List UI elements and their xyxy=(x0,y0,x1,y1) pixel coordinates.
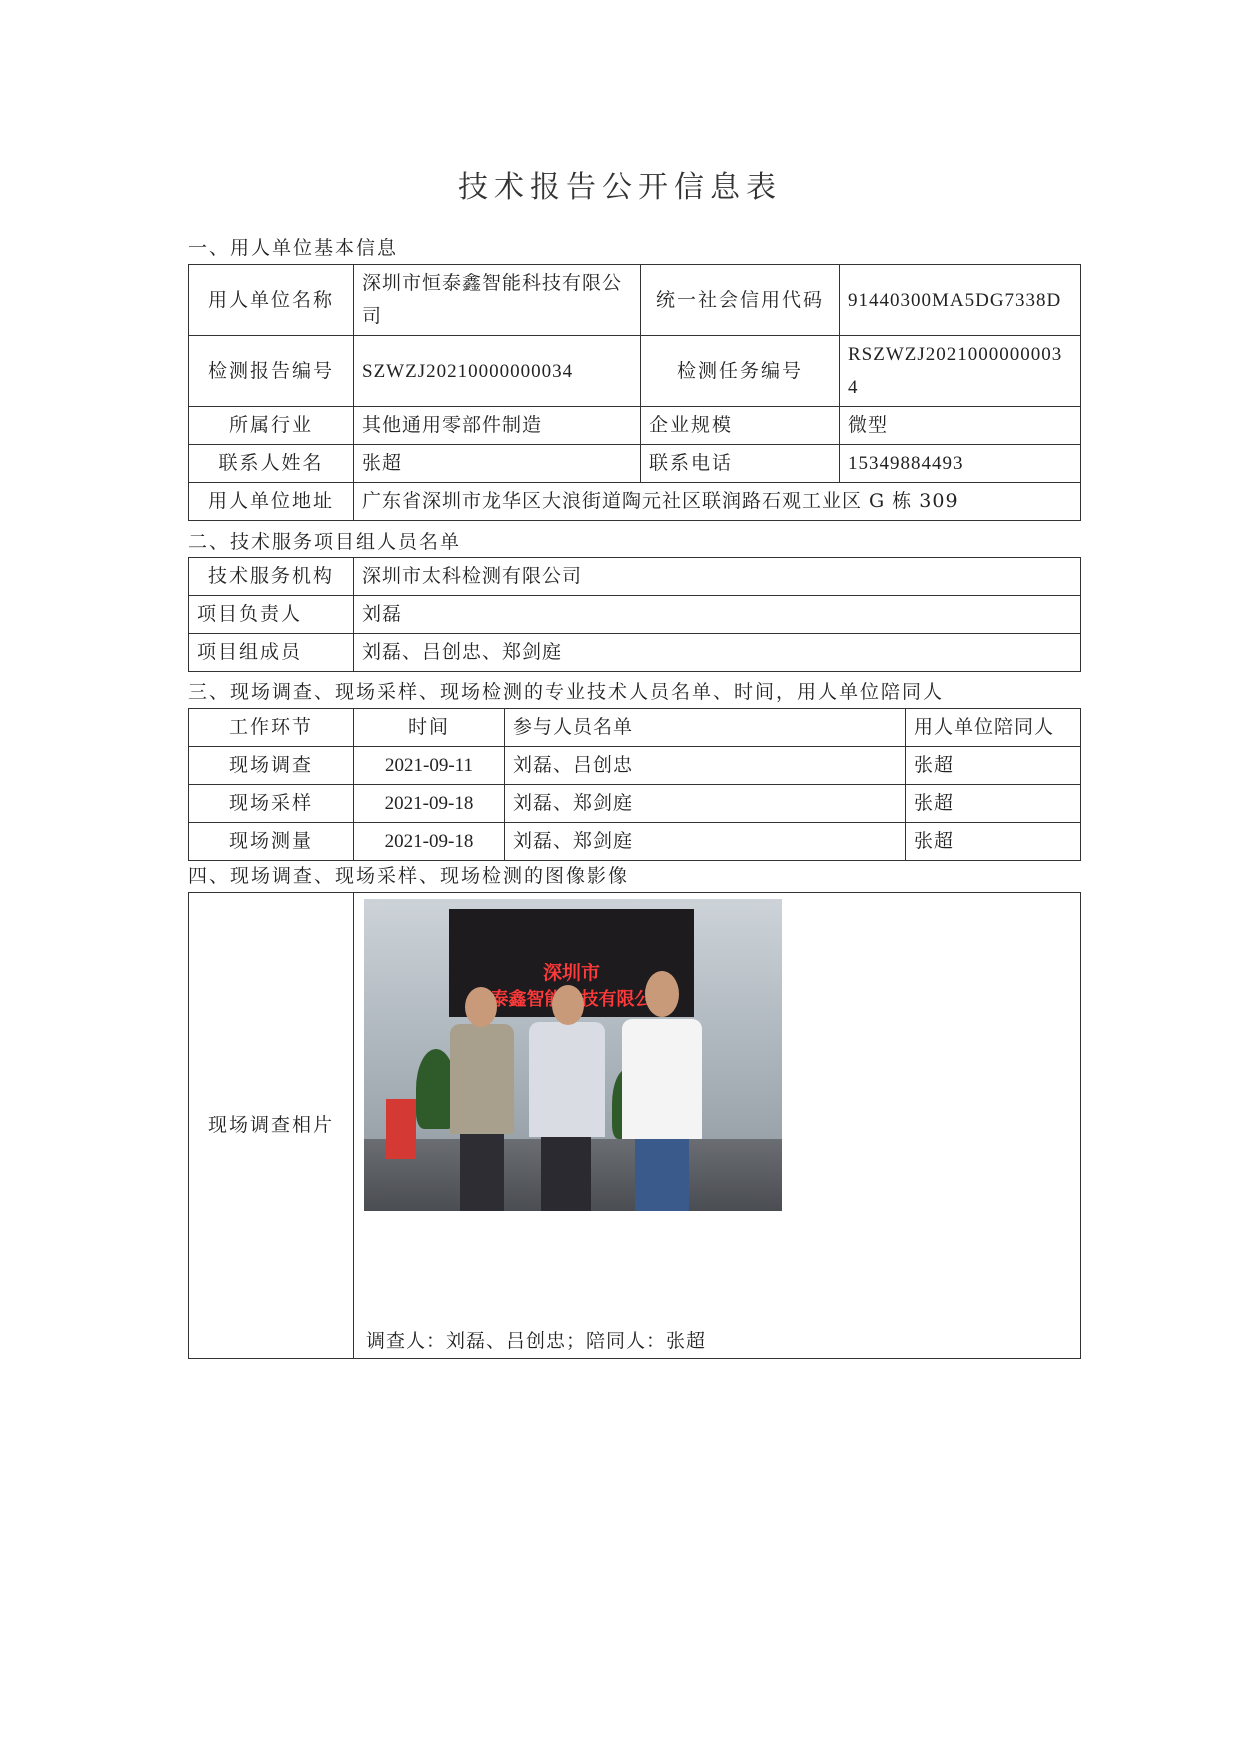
industry-value: 其他通用零部件制造 xyxy=(354,407,641,445)
site-survey-photo xyxy=(364,899,782,1211)
work-stage-cell: 现场测量 xyxy=(189,823,354,861)
table-row xyxy=(189,445,1081,483)
table-row xyxy=(189,634,1081,672)
industry-label: 所属行业 xyxy=(189,407,354,445)
table-row xyxy=(189,893,1081,1359)
photo-table xyxy=(188,892,1081,1359)
participants-cell: 刘磊、吕创忠 xyxy=(505,747,906,785)
project-leader-label: 项目负责人 xyxy=(189,596,354,634)
report-number-label: 检测报告编号 xyxy=(189,336,354,407)
person-right-shirt xyxy=(622,1019,702,1139)
person-right-head xyxy=(645,971,679,1017)
participants-cell: 刘磊、郑剑庭 xyxy=(505,823,906,861)
work-stage-cell: 现场调查 xyxy=(189,747,354,785)
contact-phone-value: 15349884493 xyxy=(840,445,1081,483)
company-name-value: 深圳市恒泰鑫智能科技有限公司 xyxy=(354,265,641,336)
company-scale-label: 企业规模 xyxy=(641,407,840,445)
header-work-stage: 工作环节 xyxy=(189,709,354,747)
project-leader-value: 刘磊 xyxy=(354,596,1081,634)
section-2-heading: 二、技术服务项目组人员名单 xyxy=(188,531,462,553)
contact-name-value: 张超 xyxy=(354,445,641,483)
contact-phone-label: 联系电话 xyxy=(641,445,840,483)
project-team-table xyxy=(188,557,1081,672)
table-row xyxy=(189,747,1081,785)
team-members-label: 项目组成员 xyxy=(189,634,354,672)
address-value: 广东省深圳市龙华区大浪街道陶元社区联润路石观工业区 G 栋 309 xyxy=(354,483,1081,521)
section-4-heading: 四、现场调查、现场采样、现场检测的图像影像 xyxy=(188,865,630,887)
person-left-shirt xyxy=(450,1024,514,1134)
table-row xyxy=(189,407,1081,445)
red-box xyxy=(386,1099,416,1159)
service-org-label: 技术服务机构 xyxy=(189,558,354,596)
person-middle-shirt xyxy=(529,1022,605,1137)
address-label: 用人单位地址 xyxy=(189,483,354,521)
led-sign-line-1: 深圳市 xyxy=(542,962,600,984)
basic-info-table xyxy=(188,264,1081,521)
company-scale-value: 微型 xyxy=(840,407,1081,445)
header-participants: 参与人员名单 xyxy=(505,709,906,747)
header-escort: 用人单位陪同人 xyxy=(906,709,1081,747)
photo-cell xyxy=(354,893,1081,1359)
table-header-row xyxy=(189,709,1081,747)
person-middle-legs xyxy=(541,1137,591,1211)
page-title: 技术报告公开信息表 xyxy=(458,170,782,205)
table-row xyxy=(189,596,1081,634)
table-row xyxy=(189,265,1081,336)
photo-caption: 调查人：刘磊、吕创忠；陪同人：张超 xyxy=(366,1330,707,1352)
section-3-heading: 三、现场调查、现场采样、现场检测的专业技术人员名单、时间，用人单位陪同人 xyxy=(188,681,945,703)
contact-name-label: 联系人姓名 xyxy=(189,445,354,483)
date-cell: 2021-09-18 xyxy=(354,823,505,861)
table-row xyxy=(189,483,1081,521)
onsite-personnel-table xyxy=(188,708,1081,861)
team-members-value: 刘磊、吕创忠、郑剑庭 xyxy=(354,634,1081,672)
date-cell: 2021-09-11 xyxy=(354,747,505,785)
section-1-heading: 一、用人单位基本信息 xyxy=(188,237,399,259)
task-number-value: RSZWZJ20210000000034 xyxy=(840,336,1081,407)
escort-cell: 张超 xyxy=(906,785,1081,823)
header-time: 时间 xyxy=(354,709,505,747)
work-stage-cell: 现场采样 xyxy=(189,785,354,823)
escort-cell: 张超 xyxy=(906,823,1081,861)
person-right-legs xyxy=(635,1139,689,1211)
table-row xyxy=(189,823,1081,861)
table-row xyxy=(189,336,1081,407)
photo-label: 现场调查相片 xyxy=(189,893,354,1359)
date-cell: 2021-09-18 xyxy=(354,785,505,823)
person-left-legs xyxy=(460,1134,504,1211)
credit-code-label: 统一社会信用代码 xyxy=(641,265,840,336)
report-number-value: SZWZJ20210000000034 xyxy=(354,336,641,407)
escort-cell: 张超 xyxy=(906,747,1081,785)
service-org-value: 深圳市太科检测有限公司 xyxy=(354,558,1081,596)
credit-code-value: 91440300MA5DG7338D xyxy=(840,265,1081,336)
company-name-label: 用人单位名称 xyxy=(189,265,354,336)
person-middle-head xyxy=(552,985,584,1025)
person-left-head xyxy=(465,987,497,1027)
table-row xyxy=(189,558,1081,596)
participants-cell: 刘磊、郑剑庭 xyxy=(505,785,906,823)
table-row xyxy=(189,785,1081,823)
task-number-label: 检测任务编号 xyxy=(641,336,840,407)
